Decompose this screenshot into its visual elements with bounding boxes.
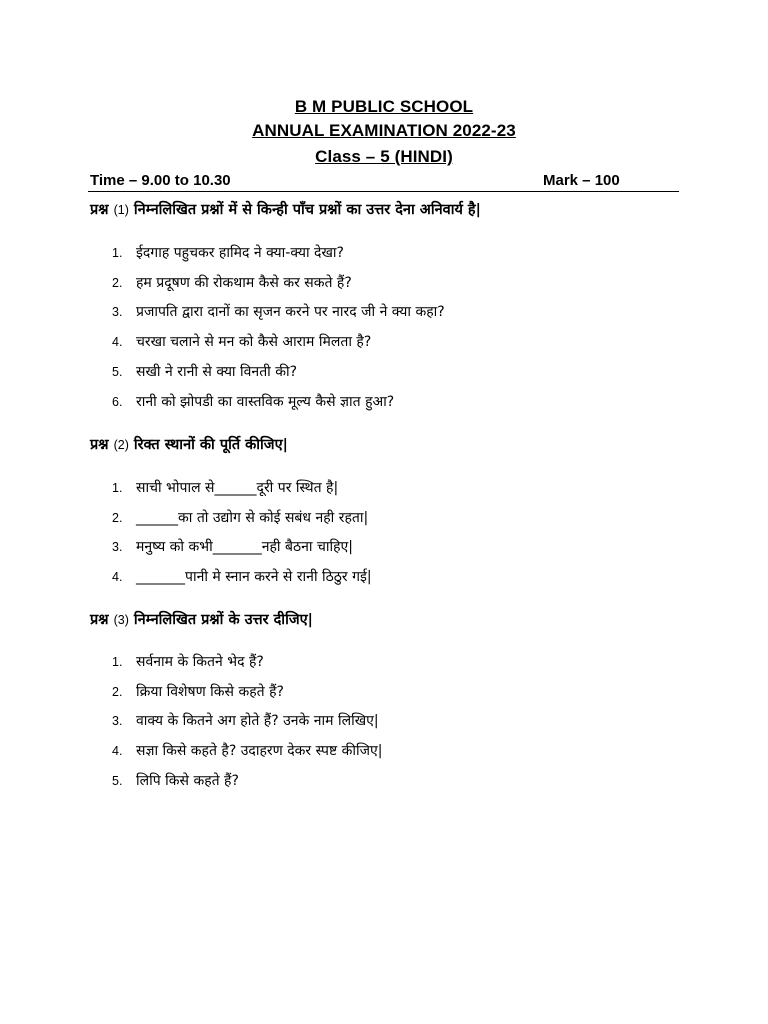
list-item xyxy=(112,238,445,268)
question-prefix: प्रश्न xyxy=(90,437,109,453)
item-number: 4. xyxy=(112,335,123,350)
question-number: (1) xyxy=(113,203,129,217)
item-number: 1. xyxy=(112,654,123,669)
list-item xyxy=(112,647,382,677)
item-text: ______का तो उद्योग से कोई सबंध नही रहता| xyxy=(136,509,369,526)
item-number: 6. xyxy=(112,394,123,409)
item-number: 3. xyxy=(112,714,123,729)
item-text: मनुष्य को कभी_______नही बैठना चाहिए| xyxy=(136,539,354,556)
item-text: _______पानी मे स्नान करने से रानी ठिठुर गई| xyxy=(136,569,372,586)
item-text: चरखा चलाने से मन को कैसे आराम मिलता है? xyxy=(136,334,372,351)
question-text: निम्नलिखित प्रश्नों में से किन्ही पाँच प्रश्नों का उत्तर देना अनिवार्य है| xyxy=(133,202,481,218)
item-text: रानी को झोपडी का वास्तविक मूल्य कैसे ज्ञात हुआ? xyxy=(136,393,395,410)
question-number: (2) xyxy=(113,438,129,452)
item-number: 5. xyxy=(112,365,123,380)
item-text: ईदगाह पहुचकर हामिद ने क्या-क्या देखा? xyxy=(136,244,344,261)
item-number: 2. xyxy=(112,510,123,525)
list-item xyxy=(112,327,445,357)
item-text: लिपि किसे कहते हैं? xyxy=(136,773,239,790)
question-text: निम्नलिखित प्रश्नों के उत्तर दीजिए| xyxy=(133,612,313,628)
list-item xyxy=(112,677,382,707)
question-text: रिक्त स्थानों की पूर्ति कीजिए| xyxy=(133,437,288,453)
item-text: सर्वनाम के कितने भेद हैं? xyxy=(136,653,264,670)
list-item xyxy=(112,707,382,737)
question-prefix: प्रश्न xyxy=(90,202,109,218)
school-name: B M PUBLIC SCHOOL xyxy=(294,97,474,116)
list-item xyxy=(112,268,445,298)
list-item xyxy=(112,736,382,766)
item-number: 1. xyxy=(112,245,123,260)
header-divider xyxy=(88,191,679,192)
question-2-list xyxy=(112,473,372,592)
time-info: Time – 9.00 to 10.30 xyxy=(90,172,231,189)
exam-title: ANNUAL EXAMINATION 2022-23 xyxy=(252,121,516,140)
list-item xyxy=(112,357,445,387)
item-number: 1. xyxy=(112,480,123,495)
question-3-heading xyxy=(90,609,313,629)
question-1-heading xyxy=(90,199,481,219)
question-1-list xyxy=(112,238,445,417)
question-number: (3) xyxy=(113,613,129,627)
item-number: 4. xyxy=(112,570,123,585)
item-number: 4. xyxy=(112,744,123,759)
item-number: 3. xyxy=(112,540,123,555)
mark-info: Mark – 100 xyxy=(543,172,620,189)
list-item xyxy=(112,533,372,563)
list-item xyxy=(112,503,372,533)
question-2-heading xyxy=(90,434,288,454)
list-item xyxy=(112,387,445,417)
item-number: 2. xyxy=(112,684,123,699)
item-text: सज्ञा किसे कहते है? उदाहरण देकर स्पष्ट कीजिए| xyxy=(136,743,383,760)
question-prefix: प्रश्न xyxy=(90,612,109,628)
class-title: Class – 5 (HINDI) xyxy=(315,147,453,166)
item-text: साची भोपाल से______दूरी पर स्थित है| xyxy=(136,479,339,496)
item-number: 5. xyxy=(112,774,123,789)
item-text: सखी ने रानी से क्या विनती की? xyxy=(136,364,298,381)
item-number: 2. xyxy=(112,275,123,290)
item-text: वाक्य के कितने अग होते हैं? उनके नाम लिखिए| xyxy=(136,713,379,730)
item-number: 3. xyxy=(112,305,123,320)
item-text: क्रिया विशेषण किसे कहते हैं? xyxy=(136,683,284,700)
item-text: हम प्रदूषण की रोकथाम कैसे कर सकते हैं? xyxy=(136,274,352,291)
question-3-list xyxy=(112,647,382,796)
list-item xyxy=(112,473,372,503)
item-text: प्रजापति द्वारा दानों का सृजन करने पर नारद जी ने क्या कहा? xyxy=(136,304,445,321)
list-item xyxy=(112,562,372,592)
list-item xyxy=(112,766,382,796)
list-item xyxy=(112,298,445,328)
